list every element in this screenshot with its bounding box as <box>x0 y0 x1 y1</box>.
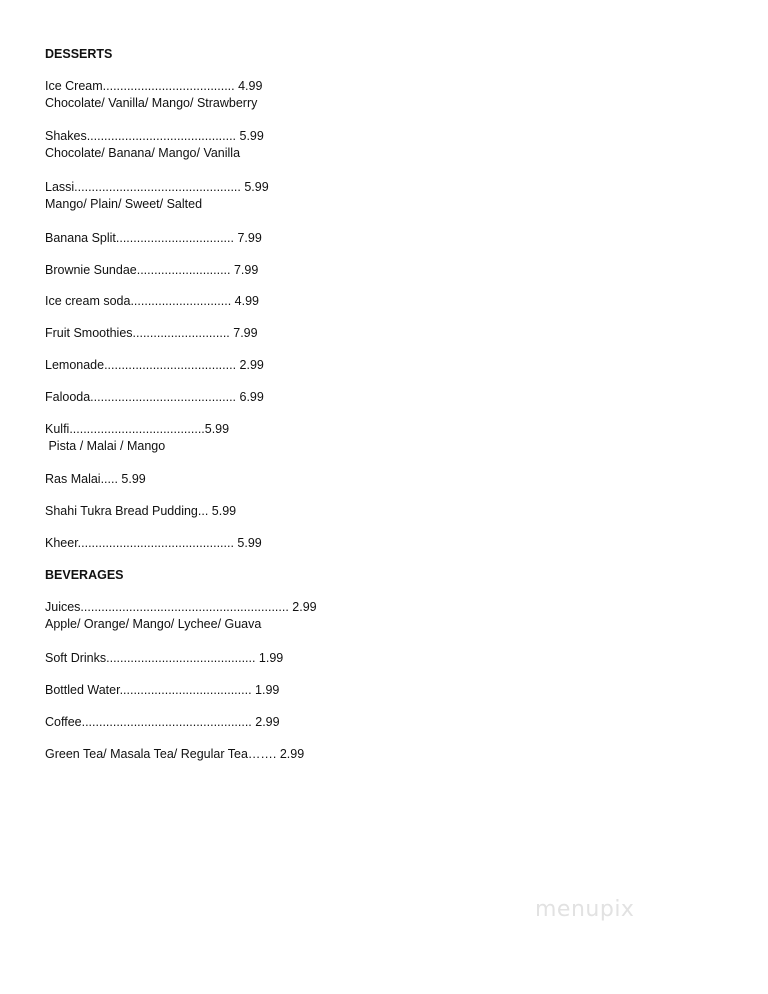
menu-item-falooda: Falooda.......................................... 6.99 <box>45 390 264 404</box>
menu-item-fruit-smoothies: Fruit Smoothies............................ 7.99 <box>45 326 258 340</box>
desserts-heading: DESSERTS <box>45 47 113 61</box>
menupix-watermark-logo: menupix <box>535 897 635 922</box>
menu-item-ice-cream: Ice Cream...................................... 4.99 <box>45 79 263 93</box>
menu-item-shakes-options: Chocolate/ Banana/ Mango/ Vanilla <box>45 146 241 160</box>
menu-item-juices-options: Apple/ Orange/ Mango/ Lychee/ Guava <box>45 617 262 631</box>
menu-item-ice-cream-options: Chocolate/ Vanilla/ Mango/ Strawberry <box>45 96 258 110</box>
beverages-heading: BEVERAGES <box>45 568 124 582</box>
menu-item-juices: Juices............................................................ 2.99 <box>45 600 317 614</box>
menu-item-bottled-water: Bottled Water...................................... 1.99 <box>45 683 280 697</box>
menu-item-kulfi: Kulfi.......................................5.99 <box>45 422 230 436</box>
menu-item-lassi: Lassi................................................ 5.99 <box>45 180 269 194</box>
menu-item-soft-drinks: Soft Drinks........................................... 1.99 <box>45 651 284 665</box>
menu-item-banana-split: Banana Split.................................. 7.99 <box>45 231 262 245</box>
menu-item-kulfi-options: Pista / Malai / Mango <box>45 439 166 453</box>
menu-item-tea: Green Tea/ Masala Tea/ Regular Tea……. 2.99 <box>45 747 305 761</box>
menu-item-kheer: Kheer............................................. 5.99 <box>45 536 262 550</box>
menu-item-lemonade: Lemonade...................................... 2.99 <box>45 358 264 372</box>
menu-item-lassi-options: Mango/ Plain/ Sweet/ Salted <box>45 197 203 211</box>
menu-item-brownie-sundae: Brownie Sundae........................... 7.99 <box>45 263 259 277</box>
menu-item-ice-cream-soda: Ice cream soda............................. 4.99 <box>45 294 259 308</box>
menu-item-shahi-tukra: Shahi Tukra Bread Pudding... 5.99 <box>45 504 237 518</box>
menu-item-ras-malai: Ras Malai..... 5.99 <box>45 472 146 486</box>
menu-item-shakes: Shakes........................................... 5.99 <box>45 129 264 143</box>
menu-item-coffee: Coffee................................................. 2.99 <box>45 715 280 729</box>
